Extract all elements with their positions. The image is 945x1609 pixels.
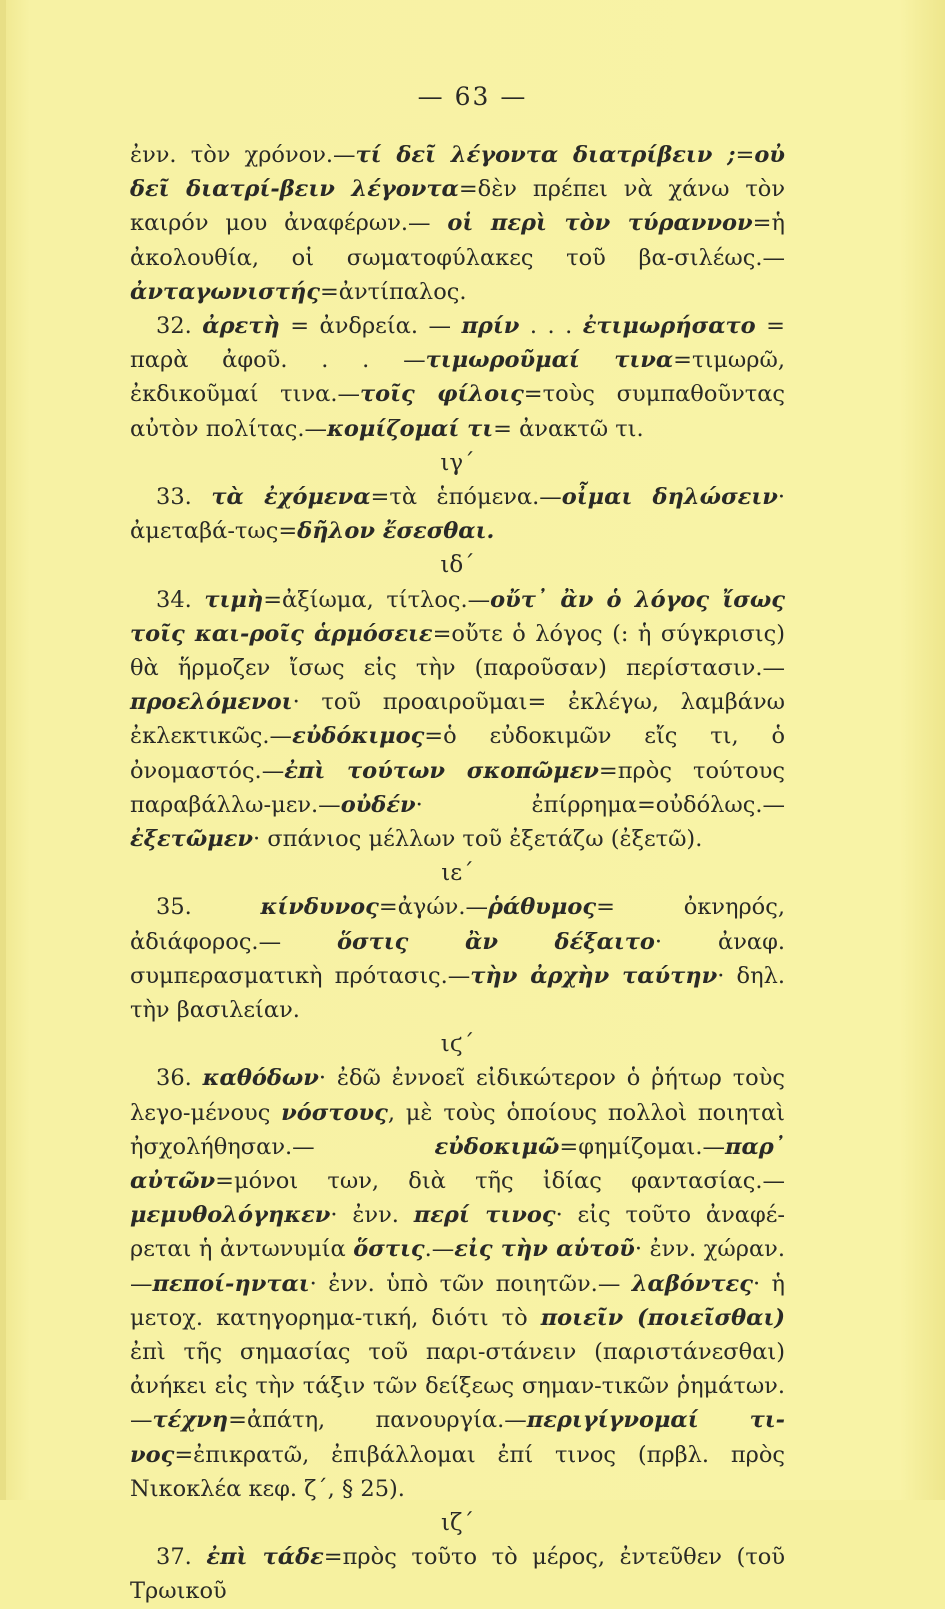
gloss-text: =ἀγών.— — [378, 894, 489, 921]
headword: ἐτιμωρήσατο — [582, 313, 756, 340]
gloss-text: · σπάνιος μέλλων τοῦ ἐξετάζω (ἐξετῶ). — [253, 826, 703, 853]
gloss-text: · ἐνν. ὑπὸ τῶν ποιητῶν.— — [309, 1270, 632, 1297]
headword: οὐ δεῖ διατρί-βειν λέγοντα — [130, 142, 785, 203]
headword: εὐδοκιμῶ — [434, 1133, 560, 1160]
gloss-text: = — [735, 142, 755, 168]
gloss-text: · ἐδῶ ἐννοεῖ εἰδικώτερον ὁ ῥήτωρ τοὺς λεγο-μένους — [130, 1065, 785, 1126]
headword: νόστους — [281, 1099, 388, 1126]
headword: οὔτ᾽ ἂν ὁ λόγος ἴσως τοῖς και-ροῖς ἁρμόσειε — [130, 586, 785, 647]
page-edge-shadow — [0, 0, 6, 1500]
gloss-text: =τοὺς συμπαθοῦντας αὐτὸν πολίτας.— — [130, 381, 785, 442]
gloss-text: · ἐνν. χώραν.— — [130, 1236, 786, 1297]
gloss-text: · τοῦ προαιροῦμαι= ἐκλέγω, λαμβάνω ἐκλεκτικῶς.— — [130, 689, 785, 750]
paragraph — [130, 138, 785, 309]
headword: τιμὴ — [204, 586, 264, 613]
headword: ἐπὶ τούτων σκοπῶμεν — [284, 757, 599, 784]
gloss-text: , μὲ τοὺς ὁποίους πολλοὶ ποιηταὶ ἠσχολήθησαν.— — [130, 1099, 785, 1160]
gloss-text: =πρὸς τοῦτο τὸ μέρος, ἐντεῦθεν (τοῦ Τρωικοῦ — [130, 1544, 786, 1605]
headword: ἀρετὴ — [202, 313, 280, 340]
gloss-text: =τὰ ἑπόμενα.— — [370, 484, 562, 511]
headword: ἐπὶ τάδε — [206, 1544, 324, 1571]
headword: λαβόντες — [631, 1270, 753, 1297]
gloss-text: =ὁ εὐδοκιμῶν εἴς τι, ὁ ὀνομαστός.— — [130, 723, 785, 784]
headword: ὅστις ἂν δέξαιτο — [337, 928, 655, 955]
gloss-text: · ἡ μετοχ. κατηγορημα-τική, διότι τὸ — [130, 1270, 785, 1331]
headword: πρίν — [461, 313, 520, 340]
gloss-text: =φημίζομαι.— — [559, 1133, 725, 1160]
headword: καθόδων — [202, 1065, 319, 1092]
gloss-text: = ἀνδρεία. — — [279, 313, 462, 340]
headword: οἶμαι δηλώσειν — [561, 484, 778, 511]
gloss-text: =μόνοι των, διὰ τῆς ἰδίας φαντασίας.— — [215, 1168, 785, 1195]
headword: πεποί-ηνται — [152, 1270, 310, 1297]
headword: ῥάθυμος — [488, 894, 597, 921]
gloss-text: =ἀντίπαλος. — [319, 278, 467, 305]
section-number: ιε΄ — [441, 860, 474, 887]
headword: οἱ περὶ τὸν τύραννον — [447, 210, 753, 237]
headword: δῆλον ἔσεσθαι. — [297, 518, 495, 545]
gloss-text: · ἀναφ. συμπερασματικὴ πρότασις.— — [130, 928, 785, 989]
gloss-text: · ἐνν. — [330, 1202, 414, 1229]
paragraph — [130, 890, 785, 1027]
gloss-text: . . . — [519, 313, 583, 340]
gloss-text: 34. — [156, 586, 205, 613]
gloss-text: =πρὸς τούτους παραβάλλω-μεν.— — [130, 757, 785, 818]
gloss-text: = παρὰ ἀφοῦ. . . — — [130, 313, 785, 374]
section-number: ιζ΄ — [441, 1510, 474, 1537]
gloss-text: =ἀξίωμα, τίτλος.— — [263, 586, 491, 613]
headword: εἰς τὴν αὑτοῦ — [454, 1236, 635, 1263]
headword: τέχνη — [152, 1407, 229, 1434]
headword: τοῖς φίλοις — [359, 381, 524, 408]
gloss-text: 37. — [156, 1544, 207, 1571]
section-number: ιϛ΄ — [440, 1031, 475, 1058]
page-number: — 63 — — [417, 82, 528, 111]
headword: ἀνταγωνιστής — [130, 278, 320, 305]
gloss-text: =ἐπικρατῶ, ἐπιβάλλομαι ἐπί τινος (πρβλ. πρὸς Νικοκλέα κεφ. ζ΄, § 25). — [130, 1441, 785, 1502]
gloss-text: ἐνν. τὸν χρόνον.— — [130, 142, 356, 168]
headword: ποιεῖν (ποιεῖσθαι) — [540, 1304, 785, 1331]
paragraph — [130, 583, 785, 857]
gloss-text: · ἐπίρρημα=οὐδόλως.— — [415, 791, 785, 818]
gloss-text: 36. — [156, 1065, 203, 1092]
headword: τὰ ἐχόμενα — [211, 484, 371, 511]
gloss-text: =οὔτε ὁ λόγος (: ἡ σύγκρισις) θὰ ἥρμοζεν ἴσως εἰς τὴν (παροῦσαν) περίστασιν.— — [130, 620, 786, 682]
gloss-text: = ὀκνηρός, ἀδιάφορος.— — [130, 894, 785, 955]
headword: τιμωροῦμαί τινα — [425, 347, 674, 374]
gloss-text: 32. — [156, 313, 203, 340]
section-number: ιδ΄ — [440, 552, 475, 579]
headword: εὐδόκιμος — [292, 723, 425, 750]
gloss-text: · ἀμεταβά-τως= — [130, 484, 786, 545]
gloss-text: 35. — [156, 894, 261, 921]
gloss-text: = ἀνακτῶ τι. — [493, 415, 644, 442]
headword: περιγίγνομαί τι-νος — [130, 1407, 785, 1468]
headword: προελόμενοι — [130, 689, 293, 716]
headword: παρ᾽ αὐτῶν — [130, 1133, 785, 1195]
gloss-text: =ἡ ἀκολουθία, οἱ σωματοφύλακες τοῦ βα-σιλέως.— — [130, 210, 785, 271]
headword: τὴν ἀρχὴν ταύτην — [470, 962, 718, 989]
headword: ἐξετῶμεν — [130, 826, 254, 853]
headword: κομίζομαί τι — [327, 415, 494, 442]
gloss-text: · δηλ. τὴν βασιλείαν. — [130, 962, 785, 1024]
headword: τί δεῖ λέγοντα διατρίβειν ; — [355, 142, 736, 168]
headword: οὐδέν — [340, 791, 416, 818]
gloss-text: .— — [424, 1236, 455, 1263]
body-text — [130, 138, 785, 1609]
headword: μεμυθολόγηκεν — [130, 1202, 331, 1229]
headword: ὅστις — [353, 1236, 425, 1263]
gloss-text: =ἀπάτη, πανουργία.— — [228, 1407, 527, 1434]
paragraph — [130, 309, 785, 446]
headword: κίνδυνος — [260, 894, 379, 921]
gloss-text: =τιμωρῶ, ἐκδικοῦμαί τινα.— — [130, 347, 785, 408]
paragraph — [130, 1540, 785, 1608]
gloss-text: 33. — [156, 484, 212, 511]
headword: περί τινος — [413, 1202, 556, 1229]
paragraph — [130, 1061, 785, 1506]
paragraph — [130, 480, 785, 548]
section-number: ιγ΄ — [440, 449, 475, 476]
gloss-text: ἐπὶ τῆς σημασίας τοῦ παρι-στάνειν (παριστάνεσθαι) ἀνήκει εἰς τὴν τάξιν τῶν δείξεως σημαν-τικῶν ῥημάτων.— — [130, 1339, 785, 1434]
gloss-text: · εἰς τοῦτο ἀναφέ-ρεται ἡ ἀντωνυμία — [130, 1202, 785, 1263]
gloss-text: =δὲν πρέπει νὰ χάνω τὸν καιρόν μου ἀναφέρων.— — [130, 176, 786, 237]
